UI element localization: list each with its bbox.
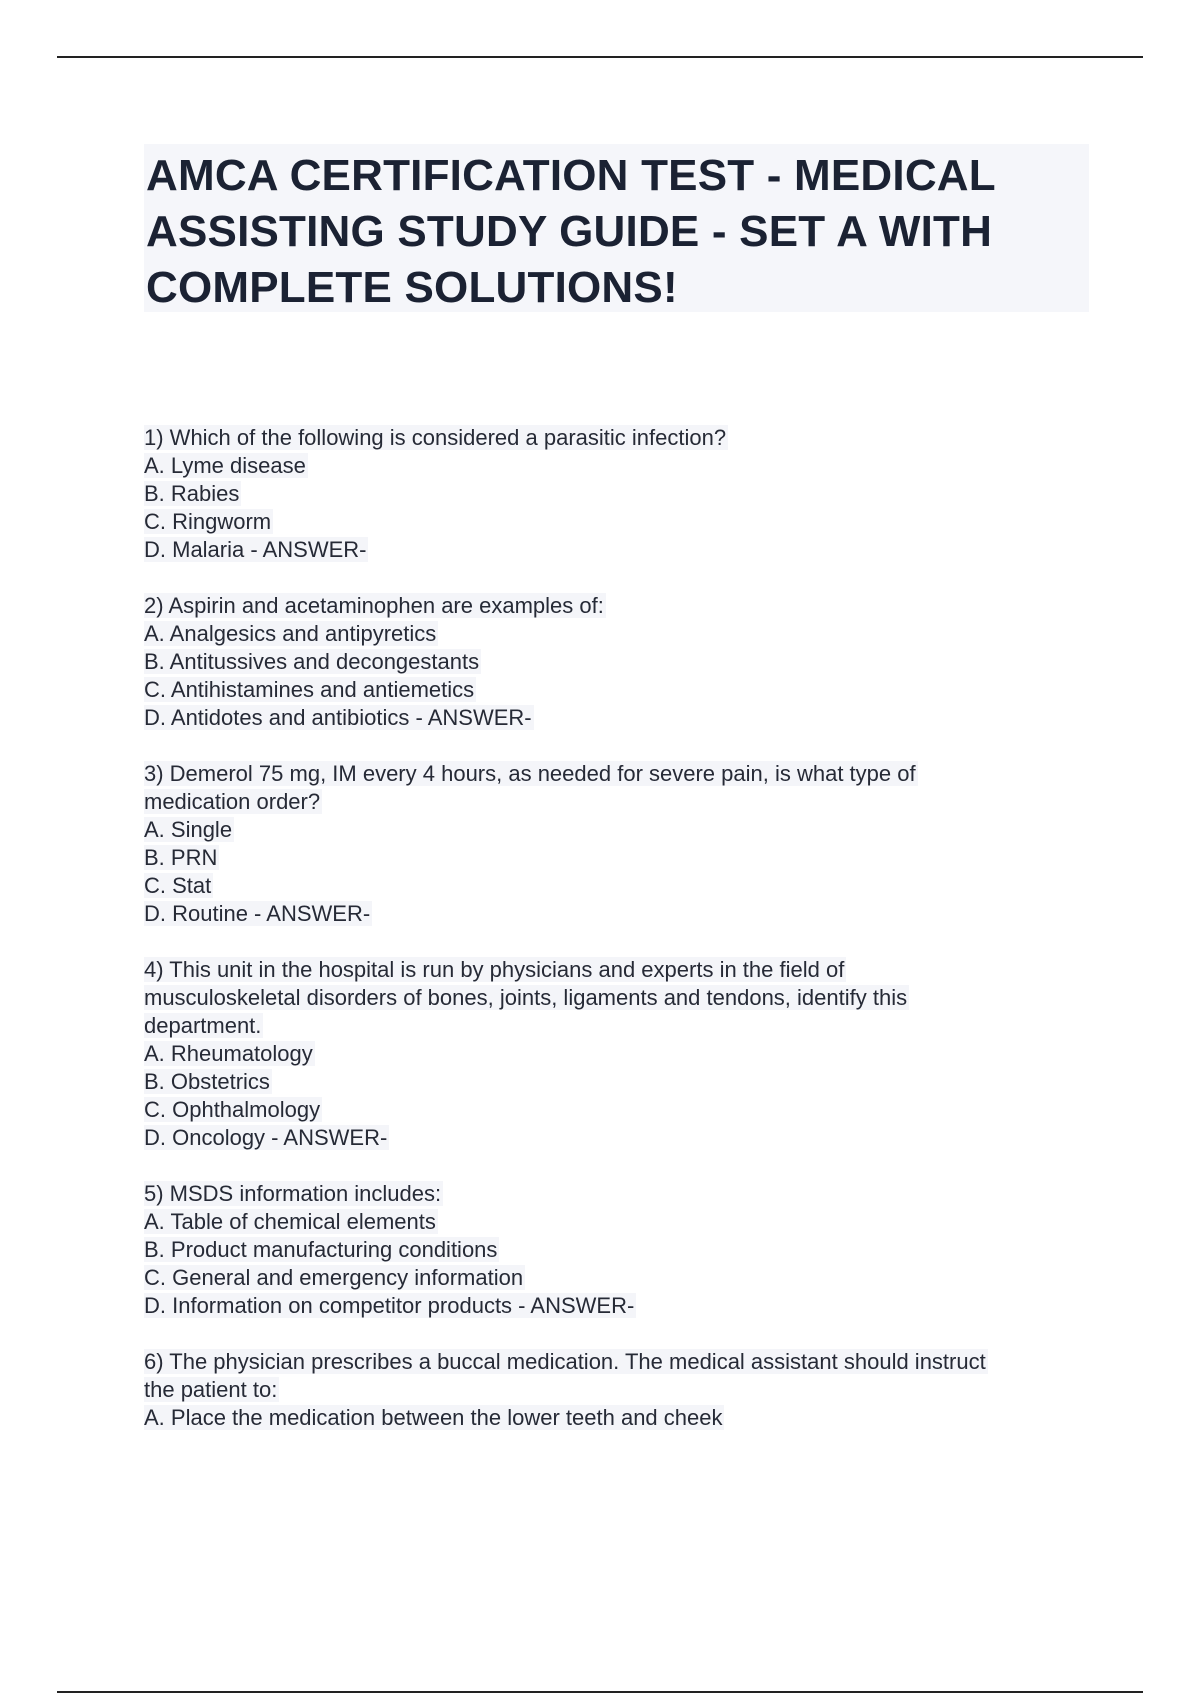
question-2-prompt: 2) Aspirin and acetaminophen are examples of: [144,593,604,618]
question-2-option-d: D. Antidotes and antibiotics - ANSWER- [144,705,532,730]
question-4-prompt: 4) This unit in the hospital is run by physicians and experts in the field of [144,957,845,982]
document-title [144,144,1089,316]
title-line: ASSISTING STUDY GUIDE - SET A WITH [146,207,993,256]
question-3-prompt: 3) Demerol 75 mg, IM every 4 hours, as needed for severe pain, is what type of [144,761,916,786]
question-list [144,424,1104,1460]
question-4-prompt-cont: musculoskeletal disorders of bones, joints, ligaments and tendons, identify this [144,985,908,1010]
question-1-prompt: 1) Which of the following is considered a parasitic infection? [144,425,727,450]
question-1-option-a: A. Lyme disease [144,453,306,478]
question-5-prompt: 5) MSDS information includes: [144,1181,442,1206]
header-divider [57,56,1143,58]
question-5 [144,1180,1104,1320]
question-4-option-a: A. Rheumatology [144,1041,313,1066]
question-3-prompt-cont: medication order? [144,789,321,814]
question-2-option-b: B. Antitussives and decongestants [144,649,480,674]
question-3-option-c: C. Stat [144,873,212,898]
question-5-option-d: D. Information on competitor products - ANSWER- [144,1293,635,1318]
question-5-option-b: B. Product manufacturing conditions [144,1237,498,1262]
question-5-option-a: A. Table of chemical elements [144,1209,436,1234]
document-title-block [144,144,1089,312]
title-line: AMCA CERTIFICATION TEST - MEDICAL [146,151,996,200]
question-3-option-b: B. PRN [144,845,218,870]
question-4-option-c: C. Ophthalmology [144,1097,321,1122]
question-1-option-b: B. Rabies [144,481,240,506]
question-6-prompt: 6) The physician prescribes a buccal medication. The medical assistant should instruct [144,1349,986,1374]
question-1 [144,424,1104,564]
question-3-option-d: D. Routine - ANSWER- [144,901,371,926]
footer-divider [57,1691,1143,1693]
question-4-prompt-cont: department. [144,1013,262,1038]
question-6-option-a: A. Place the medication between the lower teeth and cheek [144,1405,723,1430]
question-3-option-a: A. Single [144,817,233,842]
question-6-prompt-cont: the patient to: [144,1377,278,1402]
question-4-option-b: B. Obstetrics [144,1069,270,1094]
question-1-option-d: D. Malaria - ANSWER- [144,537,367,562]
question-6 [144,1348,1104,1432]
question-3 [144,760,1104,928]
question-4-option-d: D. Oncology - ANSWER- [144,1125,388,1150]
question-1-option-c: C. Ringworm [144,509,272,534]
question-5-option-c: C. General and emergency information [144,1265,524,1290]
question-4 [144,956,1104,1152]
title-line: COMPLETE SOLUTIONS! [146,263,678,312]
question-2 [144,592,1104,732]
question-2-option-a: A. Analgesics and antipyretics [144,621,437,646]
question-2-option-c: C. Antihistamines and antiemetics [144,677,475,702]
